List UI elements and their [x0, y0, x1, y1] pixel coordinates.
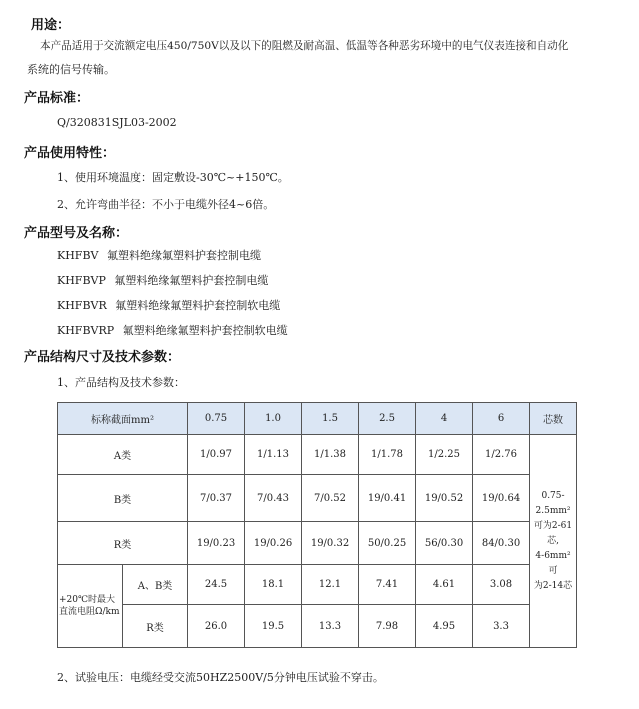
model-code: KHFBV [57, 249, 99, 262]
cell: 1/2.25 [416, 435, 473, 475]
cores-note-line: 可为2-61芯, [533, 520, 573, 546]
standard-value: Q/320831SJL03-2002 [57, 116, 177, 129]
characteristic-item: 1、使用环境温度：固定敷设-30℃~+150℃。 [57, 171, 289, 184]
header-section-label: 标称截面mm² [58, 403, 188, 435]
table-row [58, 475, 577, 522]
cell: 7/0.52 [302, 475, 359, 522]
header-section: 1.5 [302, 403, 359, 435]
cell: 19/0.52 [416, 475, 473, 522]
table-header-row [58, 403, 577, 435]
table-row [58, 565, 577, 605]
header-section: 6 [473, 403, 530, 435]
model-item [57, 247, 261, 263]
resistance-label-line: +20℃时最大 [59, 595, 116, 605]
model-item [57, 322, 288, 338]
table-row [58, 605, 577, 648]
row-label: A类 [58, 435, 188, 475]
header-section: 2.5 [359, 403, 416, 435]
usage-text-line1: 本产品适用于交流额定电压450/750V以及以下的阻燃及耐高温、低温等各种恶劣环境中的电气仪表连接和自动化 [40, 40, 569, 52]
model-name: 氟塑料绝缘氟塑料护套控制电缆 [114, 274, 269, 287]
resistance-label-line: 直流电阻Ω/km [59, 607, 120, 617]
cell: 4.61 [416, 565, 473, 605]
cell: 56/0.30 [416, 522, 473, 565]
cell: 1/1.78 [359, 435, 416, 475]
cores-note [530, 435, 577, 648]
cell: 1/1.38 [302, 435, 359, 475]
model-item [57, 272, 268, 288]
models-heading: 产品型号及名称： [24, 226, 129, 241]
structure-subheading: 1、产品结构及技术参数： [57, 376, 185, 389]
row-label: R类 [123, 605, 188, 648]
characteristics-heading: 产品使用特性： [24, 146, 116, 161]
structure-heading: 产品结构尺寸及技术参数： [24, 350, 181, 365]
cell: 3.08 [473, 565, 530, 605]
cell: 1/1.13 [245, 435, 302, 475]
characteristic-item: 2、允许弯曲半径：不小于电缆外径4~6倍。 [57, 198, 275, 211]
cores-note-line: 0.75-2.5mm² [535, 490, 571, 516]
standard-heading: 产品标准： [24, 91, 90, 106]
cell: 1/0.97 [188, 435, 245, 475]
spec-table [57, 402, 577, 648]
usage-heading: 用途： [31, 18, 71, 33]
model-code: KHFBVR [57, 299, 107, 312]
row-label: R类 [58, 522, 188, 565]
cores-note-line: 为2-14芯 [533, 580, 573, 591]
table-row [58, 435, 577, 475]
header-section: 1.0 [245, 403, 302, 435]
table-row [58, 522, 577, 565]
model-code: KHFBVP [57, 274, 106, 287]
cell: 1/2.76 [473, 435, 530, 475]
cell: 7.41 [359, 565, 416, 605]
model-name: 氟塑料绝缘氟塑料护套控制软电缆 [115, 299, 281, 312]
cell: 12.1 [302, 565, 359, 605]
row-label: A、B类 [123, 565, 188, 605]
cell: 3.3 [473, 605, 530, 648]
usage-text-line2: 系统的信号传输。 [27, 63, 115, 76]
cell: 13.3 [302, 605, 359, 648]
cell: 19/0.26 [245, 522, 302, 565]
cell: 7/0.43 [245, 475, 302, 522]
cell: 50/0.25 [359, 522, 416, 565]
cell: 19/0.23 [188, 522, 245, 565]
cell: 7.98 [359, 605, 416, 648]
test-voltage: 2、试验电压：电缆经受交流50HZ2500V/5分钟电压试验不穿击。 [57, 671, 384, 684]
model-code: KHFBVRP [57, 324, 115, 337]
header-section: 0.75 [188, 403, 245, 435]
cell: 4.95 [416, 605, 473, 648]
model-item [57, 297, 280, 313]
cell: 19/0.64 [473, 475, 530, 522]
resistance-label [58, 565, 123, 648]
header-cores: 芯数 [530, 403, 577, 435]
cell: 18.1 [245, 565, 302, 605]
cell: 19/0.41 [359, 475, 416, 522]
cell: 26.0 [188, 605, 245, 648]
row-label: B类 [58, 475, 188, 522]
model-name: 氟塑料绝缘氟塑料护套控制电缆 [106, 249, 261, 262]
cell: 24.5 [188, 565, 245, 605]
cores-note-line: 4-6mm²可 [535, 550, 571, 576]
model-name: 氟塑料绝缘氟塑料护套控制软电缆 [122, 324, 288, 337]
cell: 19.5 [245, 605, 302, 648]
cell: 7/0.37 [188, 475, 245, 522]
header-section: 4 [416, 403, 473, 435]
cell: 19/0.32 [302, 522, 359, 565]
cell: 84/0.30 [473, 522, 530, 565]
